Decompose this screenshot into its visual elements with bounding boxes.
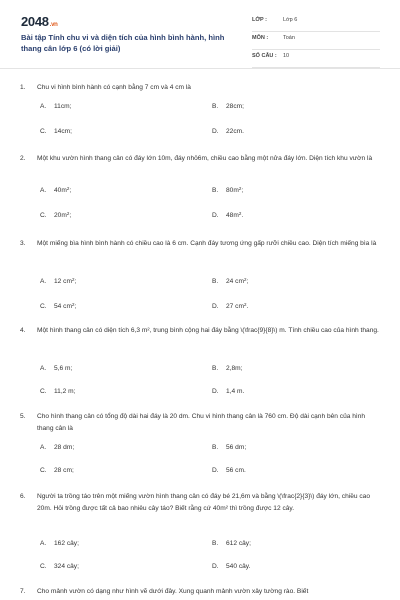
meta-row-class	[252, 14, 380, 32]
option-letter: B.	[212, 444, 219, 451]
option-superscript: 2	[71, 277, 75, 282]
meta-label: LỚP :	[252, 17, 267, 23]
answer-option[interactable]	[40, 303, 76, 310]
answer-option[interactable]	[40, 540, 79, 547]
question-number: 5.	[20, 413, 26, 420]
worksheet-header	[0, 0, 400, 66]
option-text: 56 cm.	[226, 467, 246, 474]
option-text: 54 cm	[54, 303, 72, 310]
option-superscript: 2	[238, 186, 242, 191]
question-number: 3.	[20, 240, 26, 247]
option-text: 28cm;	[226, 103, 244, 110]
option-text: 80m	[226, 187, 239, 194]
meta-row-subject	[252, 32, 380, 50]
logo-suffix: .vn	[49, 22, 58, 28]
option-superscript: 2	[243, 277, 247, 282]
answer-option[interactable]	[40, 128, 72, 135]
option-letter: B.	[212, 187, 219, 194]
meta-row-count	[252, 50, 380, 68]
option-text: 162 cây;	[54, 540, 79, 547]
option-text: 5,6 m;	[54, 365, 73, 372]
option-letter: C.	[40, 563, 47, 570]
option-superscript: 2	[71, 302, 75, 307]
option-letter: D.	[212, 467, 219, 474]
logo-main: 2048	[21, 14, 49, 29]
answer-option[interactable]	[212, 103, 244, 110]
site-logo[interactable]	[21, 14, 58, 29]
meta-value: Lớp 6	[283, 17, 298, 23]
option-letter: C.	[40, 212, 47, 219]
option-text: 612 cây;	[226, 540, 251, 547]
option-text: 40m	[54, 187, 67, 194]
answer-option[interactable]	[40, 212, 71, 219]
option-superscript: 2	[66, 186, 70, 191]
option-text: 28 dm;	[54, 444, 75, 451]
option-punctuation: ;	[74, 278, 77, 285]
meta-value: 10	[283, 53, 290, 59]
answer-option[interactable]	[212, 467, 246, 474]
question-stem: Chu vi hình bình hành có cạnh bằng 7 cm và 4 cm là	[37, 84, 191, 91]
option-letter: C.	[40, 303, 47, 310]
option-letter: B.	[212, 540, 219, 547]
answer-option[interactable]	[40, 103, 71, 110]
question-stem: Người ta trồng táo trên một miếng vườn hình thang cân có đáy bé 21,6m và bằng \(\frac{2}{3}\) đáy lớn, chiều cao 20m. Hỏi trồng được tất cả bao nhiêu cây táo? Biết rằng cứ 40m² thì trồng được 12 cây.	[37, 493, 371, 512]
option-text: 20m	[54, 212, 67, 219]
option-letter: D.	[212, 303, 219, 310]
option-letter: D.	[212, 563, 219, 570]
option-letter: A.	[40, 540, 47, 547]
question-stem: Một miếng bìa hình bình hành có chiều cao là 6 cm. Cạnh đáy tương ứng gấp rưỡi chiều cao. Diện tích miếng bìa là	[37, 240, 377, 247]
answer-option[interactable]	[212, 563, 250, 570]
option-letter: A.	[40, 103, 47, 110]
option-text: 540 cây.	[226, 563, 251, 570]
option-letter: D.	[212, 212, 219, 219]
meta-label: SỐ CÂU :	[252, 53, 277, 59]
option-punctuation: ;	[74, 303, 77, 310]
answer-option[interactable]	[212, 278, 248, 285]
option-text: 11cm;	[54, 103, 72, 110]
answer-option[interactable]	[40, 187, 71, 194]
option-letter: B.	[212, 103, 219, 110]
header-divider	[0, 68, 400, 69]
option-text: 12 cm	[54, 278, 72, 285]
option-superscript: 2	[66, 211, 70, 216]
option-text: 24 cm	[226, 278, 244, 285]
question-stem: Một hình thang cân có diện tích 6,3 m², trung bình cộng hai đáy bằng \(\frac{9}{8}\) m. Tính chiều cao của hình thang.	[37, 327, 379, 334]
question-number: 2.	[20, 155, 26, 162]
option-letter: C.	[40, 128, 47, 135]
option-text: 11,2 m;	[54, 388, 76, 395]
option-punctuation: ;	[69, 187, 72, 194]
question-stem: Cho hình thang cân có tổng độ dài hai đáy là 20 dm. Chu vi hình thang cân là 760 cm. Độ dài cạnh bên của hình thang cân là	[37, 413, 366, 432]
option-text: 14cm;	[54, 128, 72, 135]
option-letter: D.	[212, 128, 219, 135]
worksheet-title: Bài tập Tính chu vi và diện tích của hình bình hành, hình thang cân lớp 6 (có lời giải)	[21, 33, 225, 53]
option-letter: D.	[212, 388, 219, 395]
answer-option[interactable]	[212, 187, 243, 194]
question-number: 7.	[20, 588, 26, 595]
option-punctuation: .	[241, 212, 244, 219]
option-punctuation: ;	[246, 278, 249, 285]
option-letter: B.	[212, 278, 219, 285]
option-letter: A.	[40, 365, 47, 372]
option-superscript: 2	[238, 211, 242, 216]
answer-option[interactable]	[40, 365, 72, 372]
option-text: 324 cây;	[54, 563, 79, 570]
option-text: 48m	[226, 212, 239, 219]
option-text: 28 cm;	[54, 467, 74, 474]
answer-option[interactable]	[40, 563, 79, 570]
question-number: 6.	[20, 493, 26, 500]
option-text: 22cm.	[226, 128, 244, 135]
question-stem: Một khu vườn hình thang cân có đáy lớn 10m, đáy nhỏ6m, chiều cao bằng một nửa đáy lớn. Diện tích khu vườn là	[37, 155, 373, 162]
answer-option[interactable]	[40, 388, 76, 395]
option-letter: C.	[40, 388, 47, 395]
option-letter: C.	[40, 467, 47, 474]
answer-option[interactable]	[212, 388, 244, 395]
option-text: 1,4 m.	[226, 388, 245, 395]
answer-option[interactable]	[212, 212, 243, 219]
option-superscript: 2	[243, 302, 247, 307]
option-letter: A.	[40, 187, 47, 194]
option-text: 56 dm;	[226, 444, 247, 451]
meta-label: MÔN :	[252, 35, 269, 41]
option-text: 2,8m;	[226, 365, 243, 372]
option-letter: B.	[212, 365, 219, 372]
option-text: 27 cm	[226, 303, 244, 310]
question-number: 1.	[20, 84, 26, 91]
answer-option[interactable]	[212, 444, 246, 451]
option-punctuation: ;	[241, 187, 244, 194]
answer-option[interactable]	[40, 444, 74, 451]
answer-option[interactable]	[212, 365, 243, 372]
answer-option[interactable]	[40, 467, 74, 474]
question-stem: Cho mảnh vườn có dạng như hình vẽ dưới đây. Xung quanh mảnh vườn xây tường rào. Biết	[37, 588, 309, 595]
question-number: 4.	[20, 327, 26, 334]
answer-option[interactable]	[212, 540, 251, 547]
option-punctuation: ;	[69, 212, 72, 219]
answer-option[interactable]	[40, 278, 76, 285]
worksheet-meta	[252, 14, 380, 68]
answer-option[interactable]	[212, 128, 244, 135]
option-letter: A.	[40, 444, 47, 451]
meta-value: Toán	[283, 35, 295, 41]
answer-option[interactable]	[212, 303, 248, 310]
option-punctuation: .	[246, 303, 249, 310]
option-letter: A.	[40, 278, 47, 285]
